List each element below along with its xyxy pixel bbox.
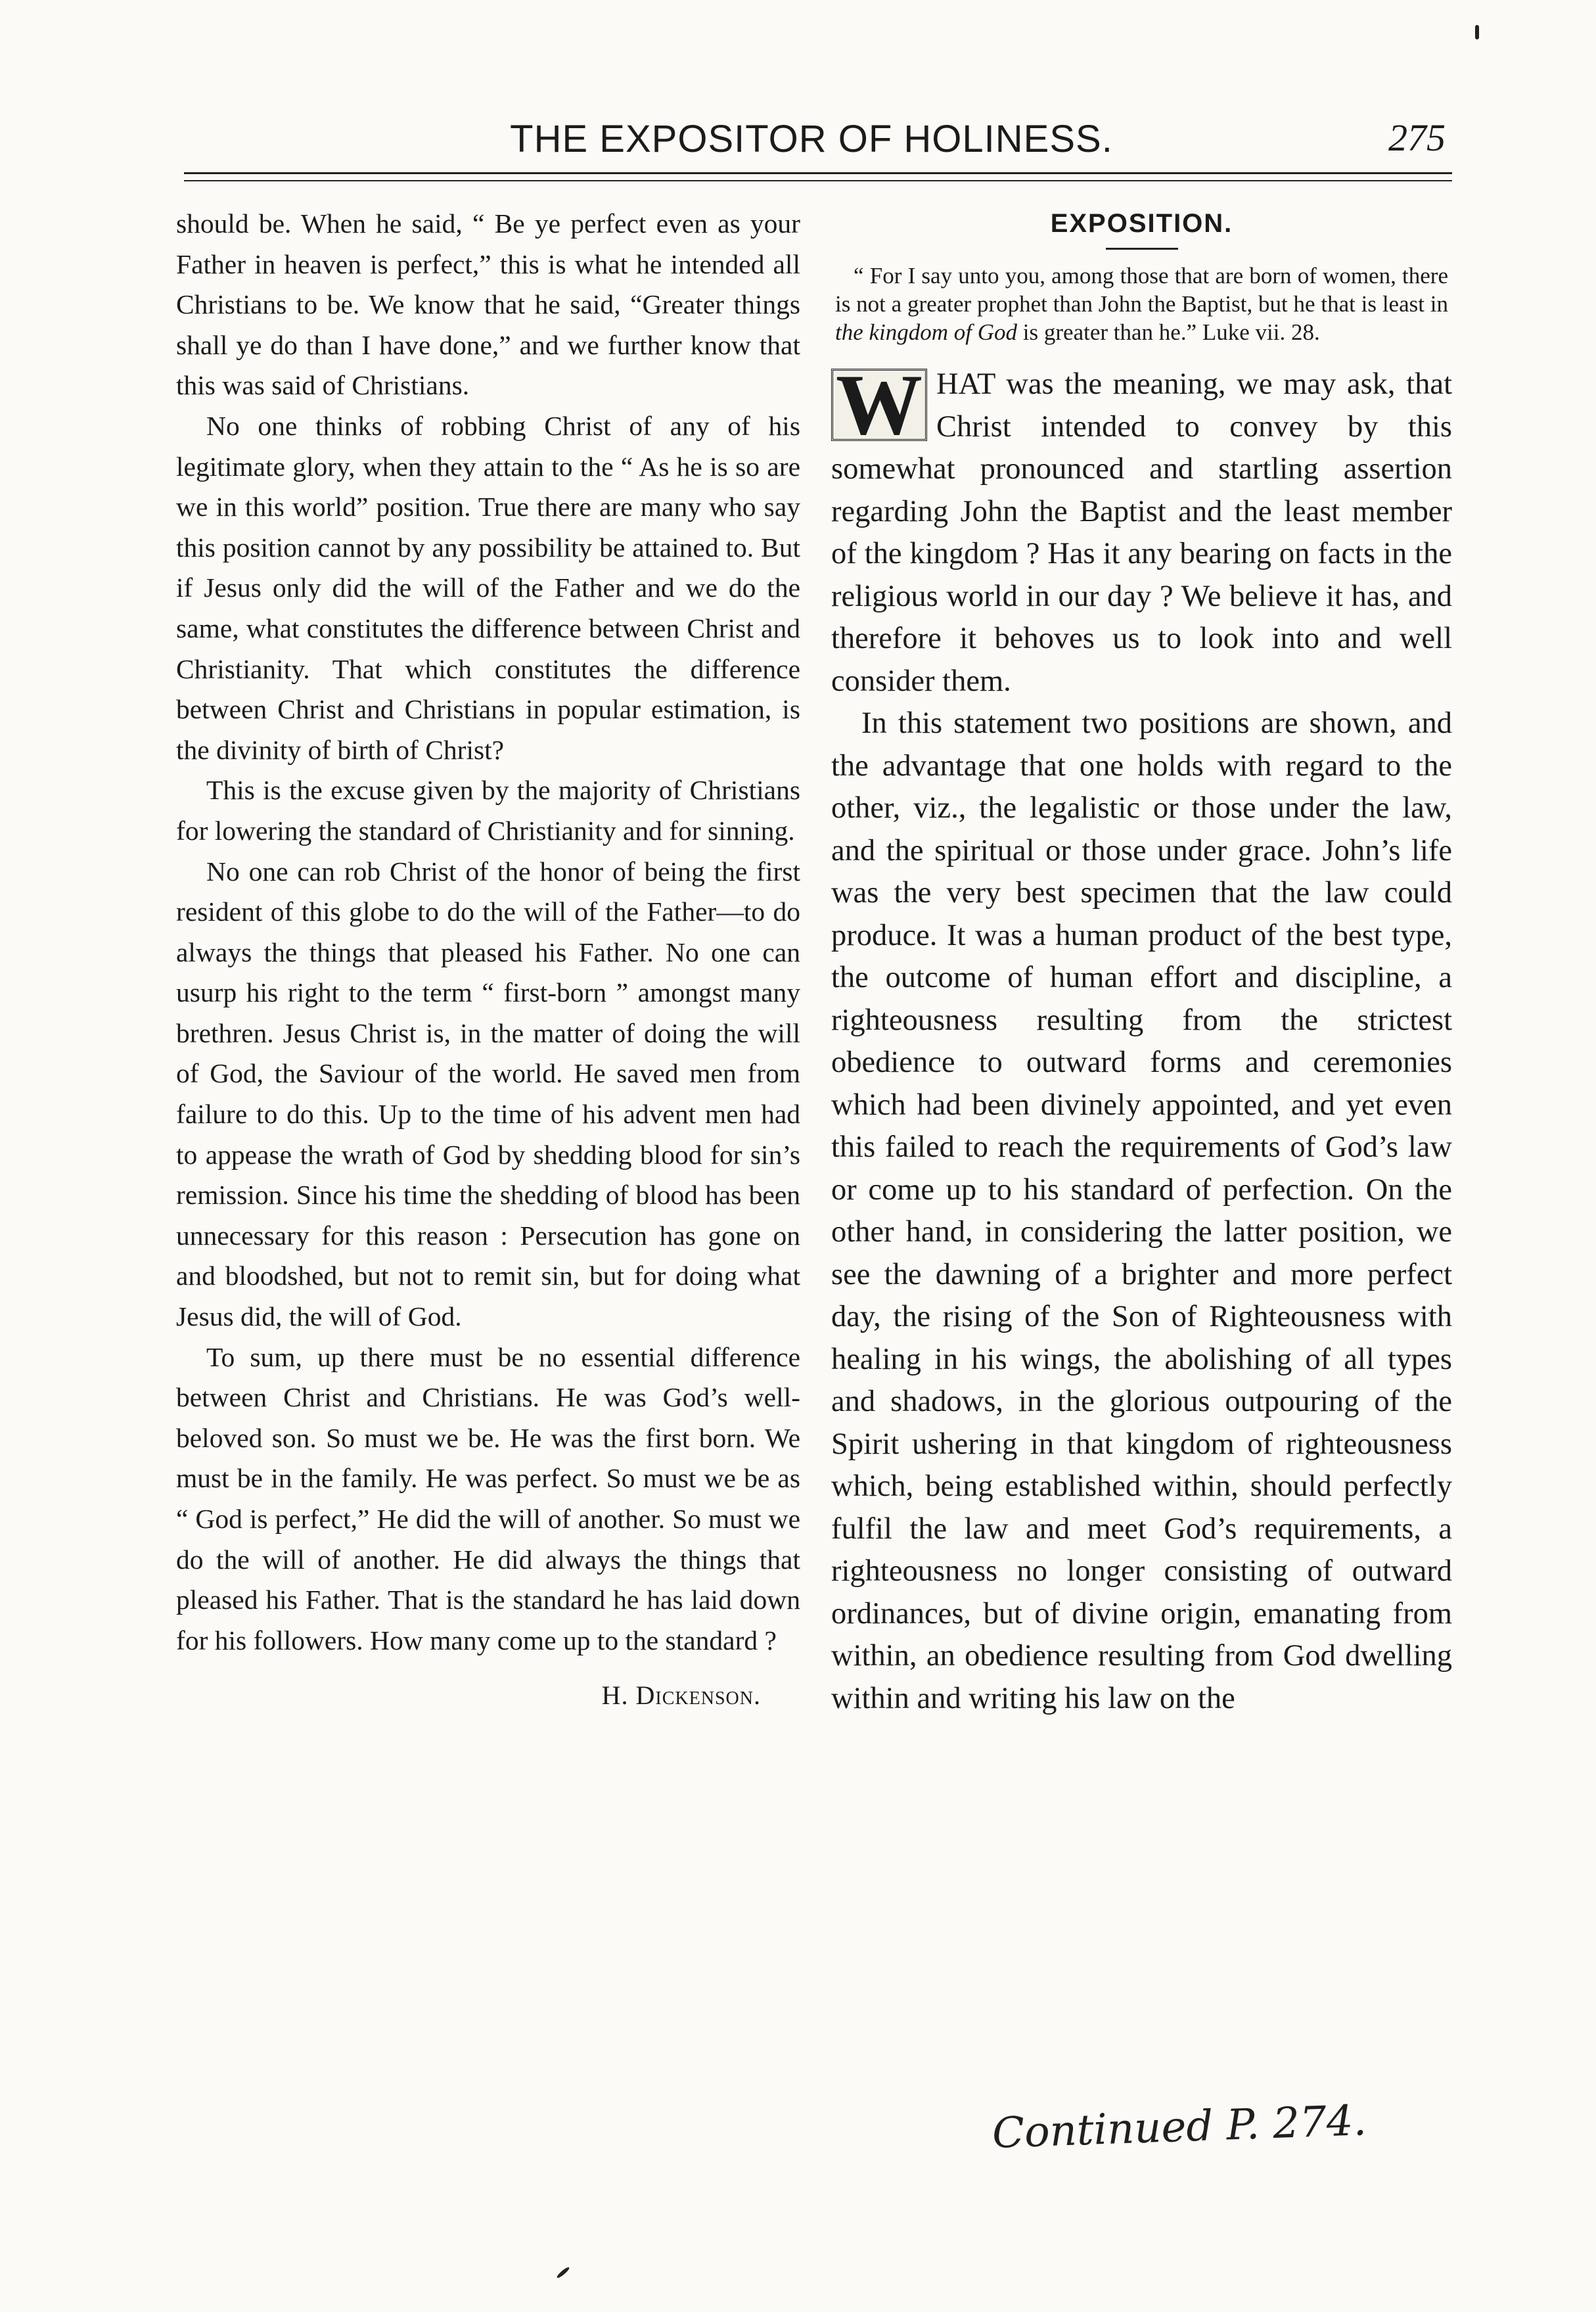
left-column xyxy=(176,204,800,1716)
page-number: 275 xyxy=(1388,116,1446,159)
epigraph-italic: the kingdom of God xyxy=(835,319,1018,345)
handwritten-continuation-note: Continued P. 274. xyxy=(991,2096,1367,2158)
journal-title: THE EXPOSITOR OF HOLINESS. xyxy=(510,118,1113,160)
running-header xyxy=(171,99,1452,177)
ink-speck xyxy=(1475,25,1479,39)
left-paragraph-3: This is the excuse given by the majority of Christians for lowering the standard of Christianity and for sinning. xyxy=(176,775,800,846)
scripture-epigraph xyxy=(835,262,1448,346)
header-rule-thin xyxy=(184,180,1452,181)
section-title: EXPOSITION. xyxy=(1050,209,1233,238)
left-paragraph-5: To sum, up there must be no essential difference between Christ and Christians. He was God’s well-beloved son. So must we be. He was the first born. We must be in the family. He was perfect. So must we be as “ God is perfect,” He did the will of another. So must we do the will of another. He did always the things that pleased his Father. That is the standard he has laid down for his followers. How many come up to the standard ? xyxy=(176,1341,800,1655)
exposition-body xyxy=(831,356,1452,1720)
ink-speck xyxy=(556,2266,570,2279)
drop-cap-letter: W xyxy=(831,369,927,441)
exposition-paragraph-2: In this statement two positions are shown, and the advantage that one holds with regard to the other, viz., the legalistic or those under the law, and the spiritual or those under grace. John’s life was the very best specimen that the law could produce. It was a human product of the best type, the outcome of human effort and discipline, a righteousness resulting from the strictest obedience to outward forms and ceremonies which had been divinely appointed, and yet even this failed to reach the requirements of God’s law or come up to his standard of perfection. On the other hand, in considering the latter position, we see the dawning of a brighter and more perfect day, the rising of the Son of Righteousness with healing in his wings, the abolishing of all types and shadows, in the glorious outpouring of the Spirit ushering in that kingdom of righteousness which, being established within, should perfectly fulfil the law and meet God’s requirements, a righteousness no longer consisting of outward ordinances, but of divine origin, emanating from within, an obedience resulting from God dwelling within and writing his law on the xyxy=(831,706,1452,1715)
header-rule xyxy=(184,172,1452,174)
section-title-rule xyxy=(1106,248,1178,250)
epigraph-reference: is greater than he.” Luke vii. 28. xyxy=(1017,319,1320,345)
exposition-paragraph-1 xyxy=(831,356,1452,703)
author-signature: H. Dickenson. xyxy=(601,1680,761,1711)
epigraph-text: “ For I say unto you, among those that are born of women, there is not a greater prophet than John the Baptist, but he that is least in xyxy=(835,263,1448,317)
left-paragraph-4: No one can rob Christ of the honor of being the first resident of this globe to do the will of the Father—to do always the things that pleased his Father. No one can usurp his right to the term “ first-born ” amongst many brethren. Jesus Christ is, in the matter of doing the will of God, the Saviour of the world. He saved men from failure to do this. Up to the time of his advent men had to appease the wrath of God by shedding blood for sin’s remission. Since his time the shedding of blood has been unnecessary for this reason : Persecution has gone on and bloodshed, but not to remit sin, but for doing what Jesus did, the will of God. xyxy=(176,856,800,1332)
left-paragraph-1: should be. When he said, “ Be ye perfect even as your Father in heaven is perfect,” this is what he intended all Christians to be. We know that he said, “Greater things shall ye do than I have done,” and we further know that this was said of Christians. xyxy=(176,208,800,401)
exposition-paragraph-1-text: HAT was the meaning, we may ask, that Christ intended to convey by this somewhat pronounced and startling assertion regarding John the Baptist and the least member of the kingdom ? Has it any bearing on facts in the religious world in our day ? We believe it has, and therefore it behoves us to look into and well consider them. xyxy=(831,367,1452,698)
left-paragraph-2: No one thinks of robbing Christ of any of his legitimate glory, when they attain to the “ As he is so are we in this world” position. True there are many who say this position cannot by any possibility be attained to. But if Jesus only did the will of the Father and we do the same, what constitutes the difference between Christ and Christianity. That which constitutes the difference between Christ and Christians in popular estimation, is the divinity of birth of Christ? xyxy=(176,410,800,765)
right-column xyxy=(831,204,1452,1720)
